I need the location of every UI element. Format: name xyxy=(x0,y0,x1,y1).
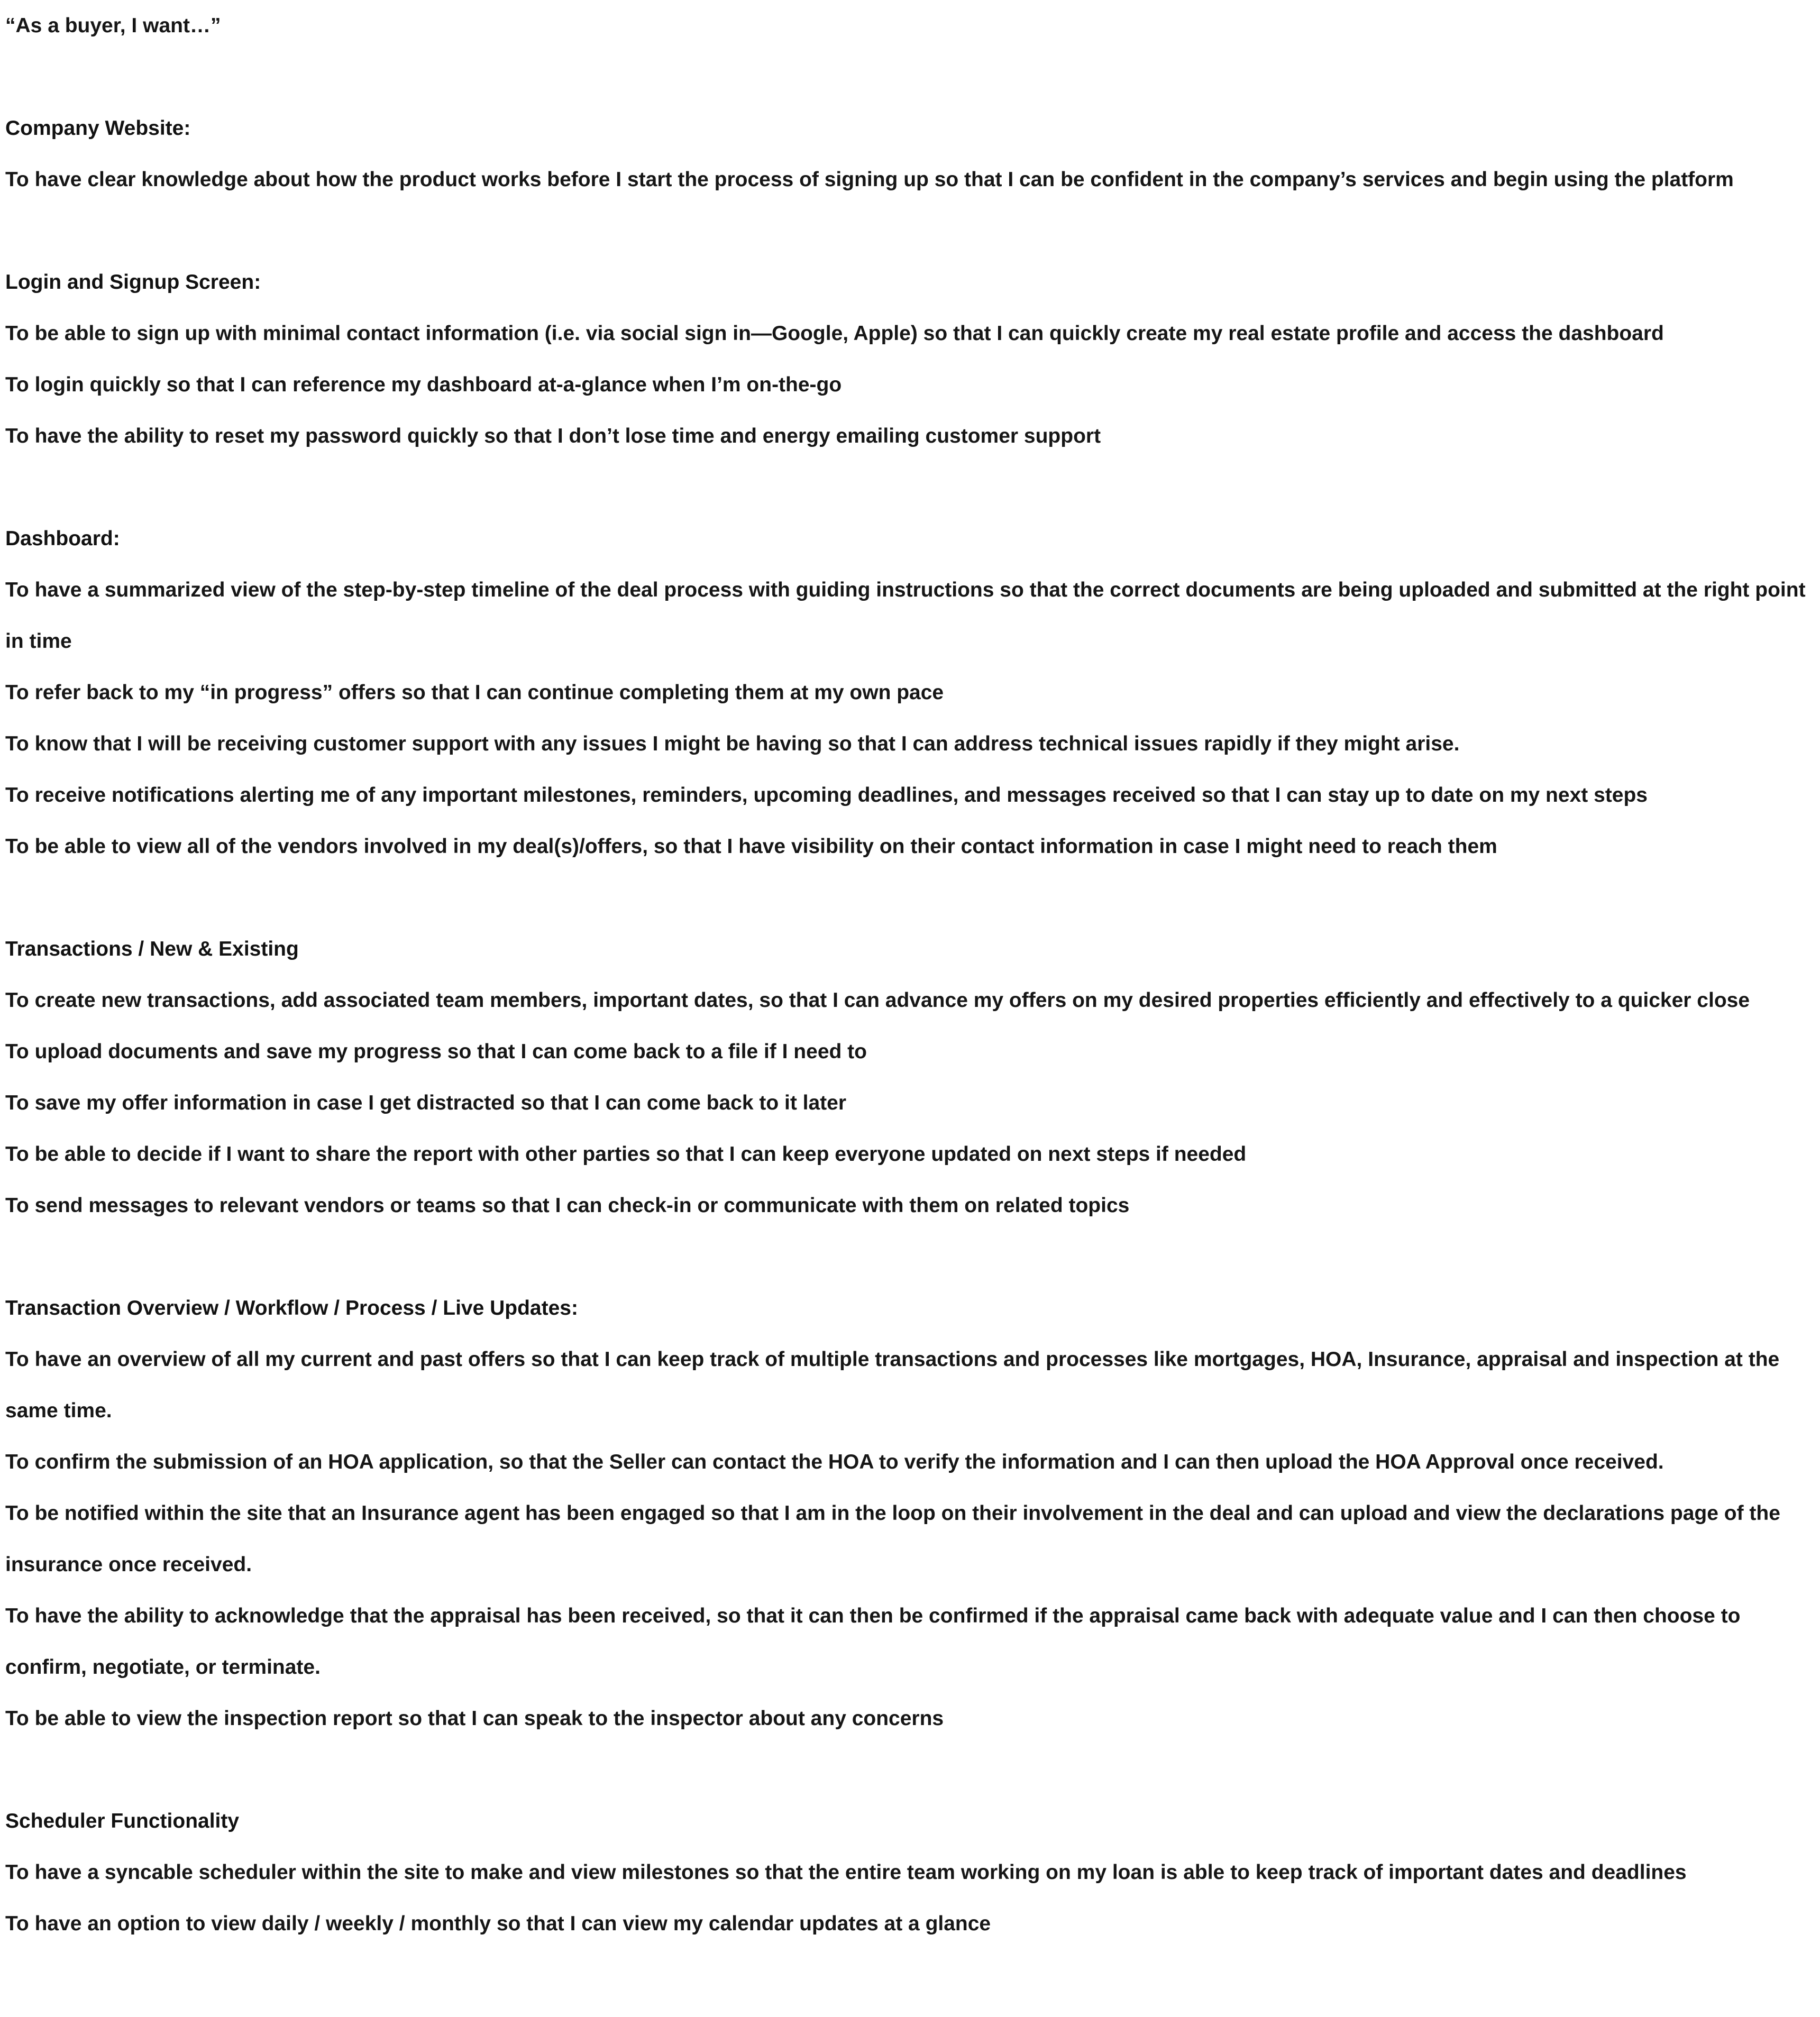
section-heading-company-website: Company Website: xyxy=(5,117,191,140)
spacer xyxy=(5,51,1820,103)
story-item: To save my offer information in case I get distracted so that I can come back to it later xyxy=(5,1092,847,1114)
spacer xyxy=(5,872,1820,923)
section-heading-scheduler: Scheduler Functionality xyxy=(5,1810,240,1832)
spacer xyxy=(5,462,1820,513)
story-item: To be notified within the site that an Insurance agent has been engaged so that I am in the loop on their involvement in the deal and can upload and view the declarations page of the insurance once received. xyxy=(5,1502,1780,1576)
story-item: To refer back to my “in progress” offers so that I can continue completing them at my own pace xyxy=(5,681,944,704)
story-item: To have a syncable scheduler within the site to make and view milestones so that the entire team working on my loan is able to keep track of important dates and deadlines xyxy=(5,1861,1687,1884)
story-item: To have the ability to acknowledge that the appraisal has been received, so that it can then be confirmed if the appraisal came back with adequate value and I can then choose to confirm, negotiate, or terminate. xyxy=(5,1605,1741,1679)
story-item: To upload documents and save my progress so that I can come back to a file if I need to xyxy=(5,1040,867,1063)
story-item: To create new transactions, add associated team members, important dates, so that I can advance my offers on my desired properties efficiently and effectively to a quicker close xyxy=(5,989,1750,1012)
user-stories-document xyxy=(5,0,1820,1949)
story-item: To be able to view all of the vendors involved in my deal(s)/offers, so that I have visibility on their contact information in case I might need to reach them xyxy=(5,835,1497,858)
story-item: To have a summarized view of the step-by-step timeline of the deal process with guiding instructions so that the correct documents are being uploaded and submitted at the right point in time xyxy=(5,579,1806,653)
story-item: To know that I will be receiving customer support with any issues I might be having so that I can address technical issues rapidly if they might arise. xyxy=(5,732,1460,755)
spacer xyxy=(5,205,1820,256)
story-item: To confirm the submission of an HOA application, so that the Seller can contact the HOA to verify the information and I can then upload the HOA Approval once received. xyxy=(5,1451,1664,1473)
story-item: To be able to sign up with minimal contact information (i.e. via social sign in—Google, Apple) so that I can quickly create my real estate profile and access the dashboard xyxy=(5,322,1664,345)
story-item: To be able to decide if I want to share the report with other parties so that I can keep everyone updated on next steps if needed xyxy=(5,1143,1247,1166)
story-item: To have an option to view daily / weekly / monthly so that I can view my calendar updates at a glance xyxy=(5,1912,991,1935)
section-heading-login-signup: Login and Signup Screen: xyxy=(5,271,261,294)
intro-line: “As a buyer, I want…” xyxy=(5,14,221,37)
story-item: To send messages to relevant vendors or teams so that I can check-in or communicate with them on related topics xyxy=(5,1194,1130,1217)
section-heading-transactions: Transactions / New & Existing xyxy=(5,938,299,960)
section-heading-dashboard: Dashboard: xyxy=(5,527,120,550)
story-item: To have an overview of all my current and past offers so that I can keep track of multiple transactions and processes like mortgages, HOA, Insurance, appraisal and inspection at the same time. xyxy=(5,1348,1780,1422)
spacer xyxy=(5,1744,1820,1795)
story-item: To be able to view the inspection report so that I can speak to the inspector about any concerns xyxy=(5,1707,944,1730)
story-item: To have clear knowledge about how the product works before I start the process of signing up so that I can be confident in the company’s services and begin using the platform xyxy=(5,168,1734,191)
spacer xyxy=(5,1231,1820,1282)
section-heading-transaction-overview: Transaction Overview / Workflow / Process / Live Updates: xyxy=(5,1297,578,1319)
story-item: To login quickly so that I can reference my dashboard at-a-glance when I’m on-the-go xyxy=(5,373,842,396)
story-item: To have the ability to reset my password quickly so that I don’t lose time and energy emailing customer support xyxy=(5,425,1101,447)
story-item: To receive notifications alerting me of any important milestones, reminders, upcoming deadlines, and messages received so that I can stay up to date on my next steps xyxy=(5,784,1648,806)
